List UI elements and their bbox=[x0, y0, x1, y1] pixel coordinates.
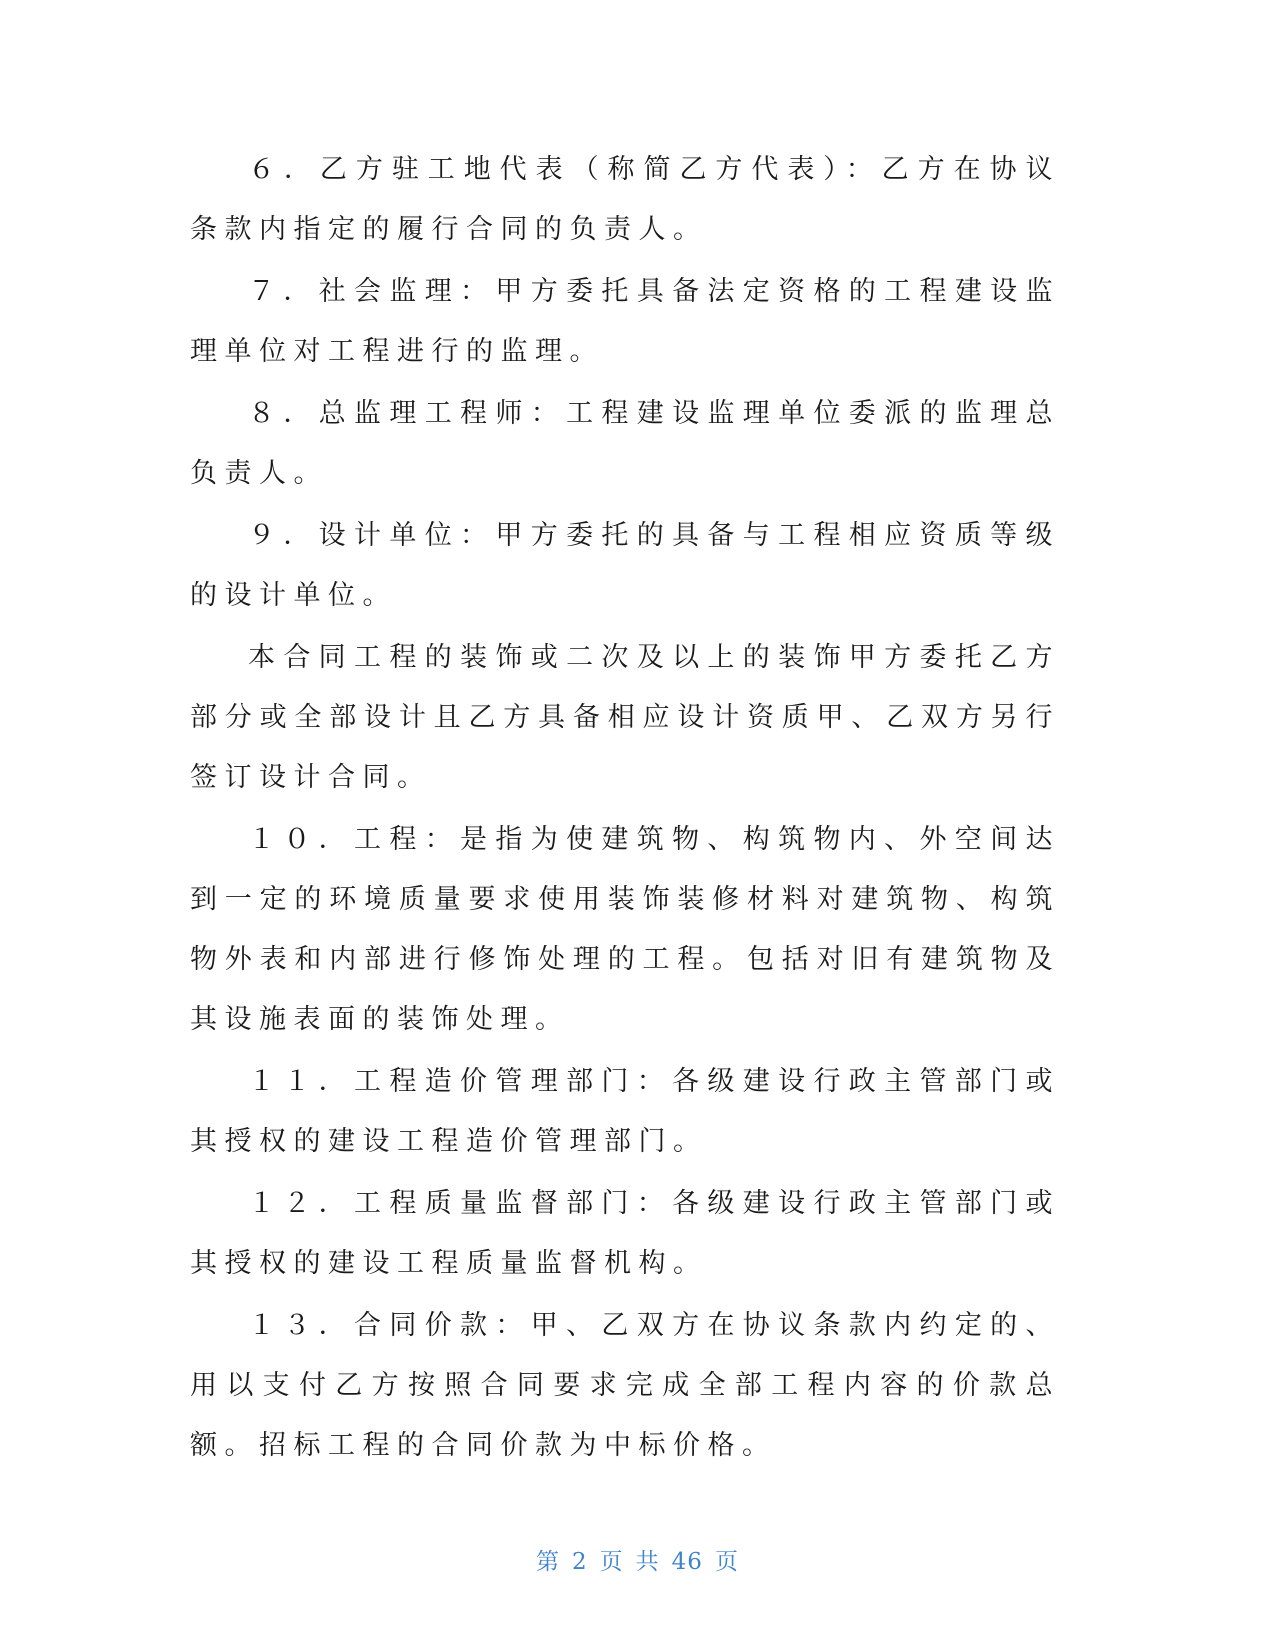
paragraph-design-contract: 本合同工程的装饰或二次及以上的装饰甲方委托乙方部分或全部设计且乙方具备相应设计资质甲、乙双方另行签订设计合同。 bbox=[190, 642, 1060, 793]
paragraph-item-9: ９．设计单位：甲方委托的具备与工程相应资质等级的设计单位。 bbox=[190, 520, 1060, 611]
footer-total-prefix: 共 bbox=[635, 1549, 660, 1575]
footer-page-label: 页 bbox=[599, 1549, 624, 1575]
current-page-number: 2 bbox=[572, 1549, 588, 1575]
paragraph-item-6: ６．乙方驻工地代表（称简乙方代表）：乙方在协议条款内指定的履行合同的负责人。 bbox=[190, 154, 1060, 245]
paragraph-item-10: １０．工程：是指为使建筑物、构筑物内、外空间达到一定的环境质量要求使用装饰装修材料对建筑物、构筑物外表和内部进行修饰处理的工程。包括对旧有建筑物及其设施表面的装饰处理。 bbox=[190, 824, 1060, 1035]
total-page-count: 46 bbox=[671, 1549, 703, 1575]
document-body bbox=[190, 140, 1060, 1478]
paragraph-item-12: １２．工程质量监督部门：各级建设行政主管部门或其授权的建设工程质量监督机构。 bbox=[190, 1188, 1060, 1279]
footer-total-label: 页 bbox=[714, 1549, 739, 1575]
paragraph-item-8: ８．总监理工程师：工程建设监理单位委派的监理总负责人。 bbox=[190, 398, 1060, 489]
page-number-footer bbox=[0, 1543, 1275, 1576]
paragraph-item-11: １１．工程造价管理部门：各级建设行政主管部门或其授权的建设工程造价管理部门。 bbox=[190, 1066, 1060, 1157]
footer-prefix: 第 bbox=[536, 1549, 561, 1575]
paragraph-item-13: １３．合同价款：甲、乙双方在协议条款内约定的、用以支付乙方按照合同要求完成全部工程内容的价款总额。招标工程的合同价款为中标价格。 bbox=[190, 1310, 1060, 1461]
paragraph-item-7: ７．社会监理：甲方委托具备法定资格的工程建设监理单位对工程进行的监理。 bbox=[190, 276, 1060, 367]
